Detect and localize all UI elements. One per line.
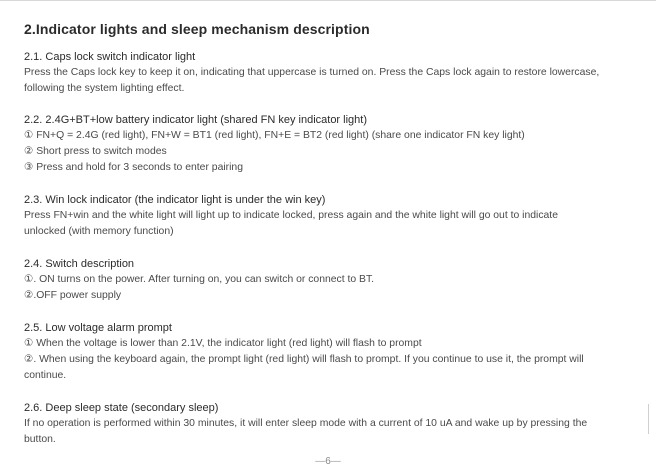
- section-heading: 2.5. Low voltage alarm prompt: [24, 322, 172, 334]
- body-line: ①. ON turns on the power. After turning on, you can switch or connect to BT.: [24, 274, 375, 285]
- section-heading: 2.3. Win lock indicator (the indicator light is under the win key): [24, 194, 326, 206]
- section-body: [24, 65, 636, 97]
- section-body: [24, 272, 636, 304]
- right-edge-mark: [648, 404, 649, 434]
- section-body: [24, 416, 636, 448]
- body-line: ②. When using the keyboard again, the prompt light (red light) will flash to prompt. If you continue to use it, the prompt will: [24, 354, 584, 365]
- body-line: continue.: [24, 370, 67, 381]
- body-line: unlocked (with memory function): [24, 226, 174, 237]
- body-line: ① FN+Q = 2.4G (red light), FN+W = BT1 (red light), FN+E = BT2 (red light) (share one indicator FN key light): [24, 130, 525, 141]
- section-body: [24, 336, 636, 384]
- body-line: ②.OFF power supply: [24, 290, 122, 301]
- section-body: [24, 208, 636, 240]
- body-line: ① When the voltage is lower than 2.1V, the indicator light (red light) will flash to prompt: [24, 338, 422, 349]
- body-line: If no operation is performed within 30 minutes, it will enter sleep mode with a current of 10 uA and wake up by pressing the: [24, 418, 588, 429]
- body-line: following the system lighting effect.: [24, 83, 185, 94]
- body-line: ② Short press to switch modes: [24, 146, 167, 157]
- body-line: Press the Caps lock key to keep it on, indicating that uppercase is turned on. Press the Caps lock again to restore lowercase,: [24, 67, 600, 78]
- top-divider: [0, 0, 656, 1]
- page-footer: [0, 456, 656, 467]
- section-heading: 2.1. Caps lock switch indicator light: [24, 51, 196, 63]
- body-line: ③ Press and hold for 3 seconds to enter pairing: [24, 162, 243, 173]
- section-heading: 2.4. Switch description: [24, 258, 135, 270]
- section-deep-sleep: [24, 400, 636, 448]
- page-title: 2.Indicator lights and sleep mechanism description: [24, 21, 370, 37]
- body-line: Press FN+win and the white light will light up to indicate locked, press again and the white light will go out to indicate: [24, 210, 558, 221]
- body-line: button.: [24, 434, 56, 445]
- section-low-voltage: [24, 320, 636, 384]
- section-caps-lock: [24, 49, 636, 97]
- section-battery-indicator: [24, 112, 636, 176]
- footer-dash-right: —: [330, 456, 341, 467]
- footer-dash-left: —: [315, 456, 326, 467]
- section-win-lock: [24, 192, 636, 240]
- section-switch: [24, 256, 636, 304]
- section-body: [24, 128, 636, 176]
- section-heading: 2.2. 2.4G+BT+low battery indicator light (shared FN key indicator light): [24, 114, 367, 126]
- section-heading: 2.6. Deep sleep state (secondary sleep): [24, 402, 219, 414]
- page-number: 6: [325, 456, 331, 467]
